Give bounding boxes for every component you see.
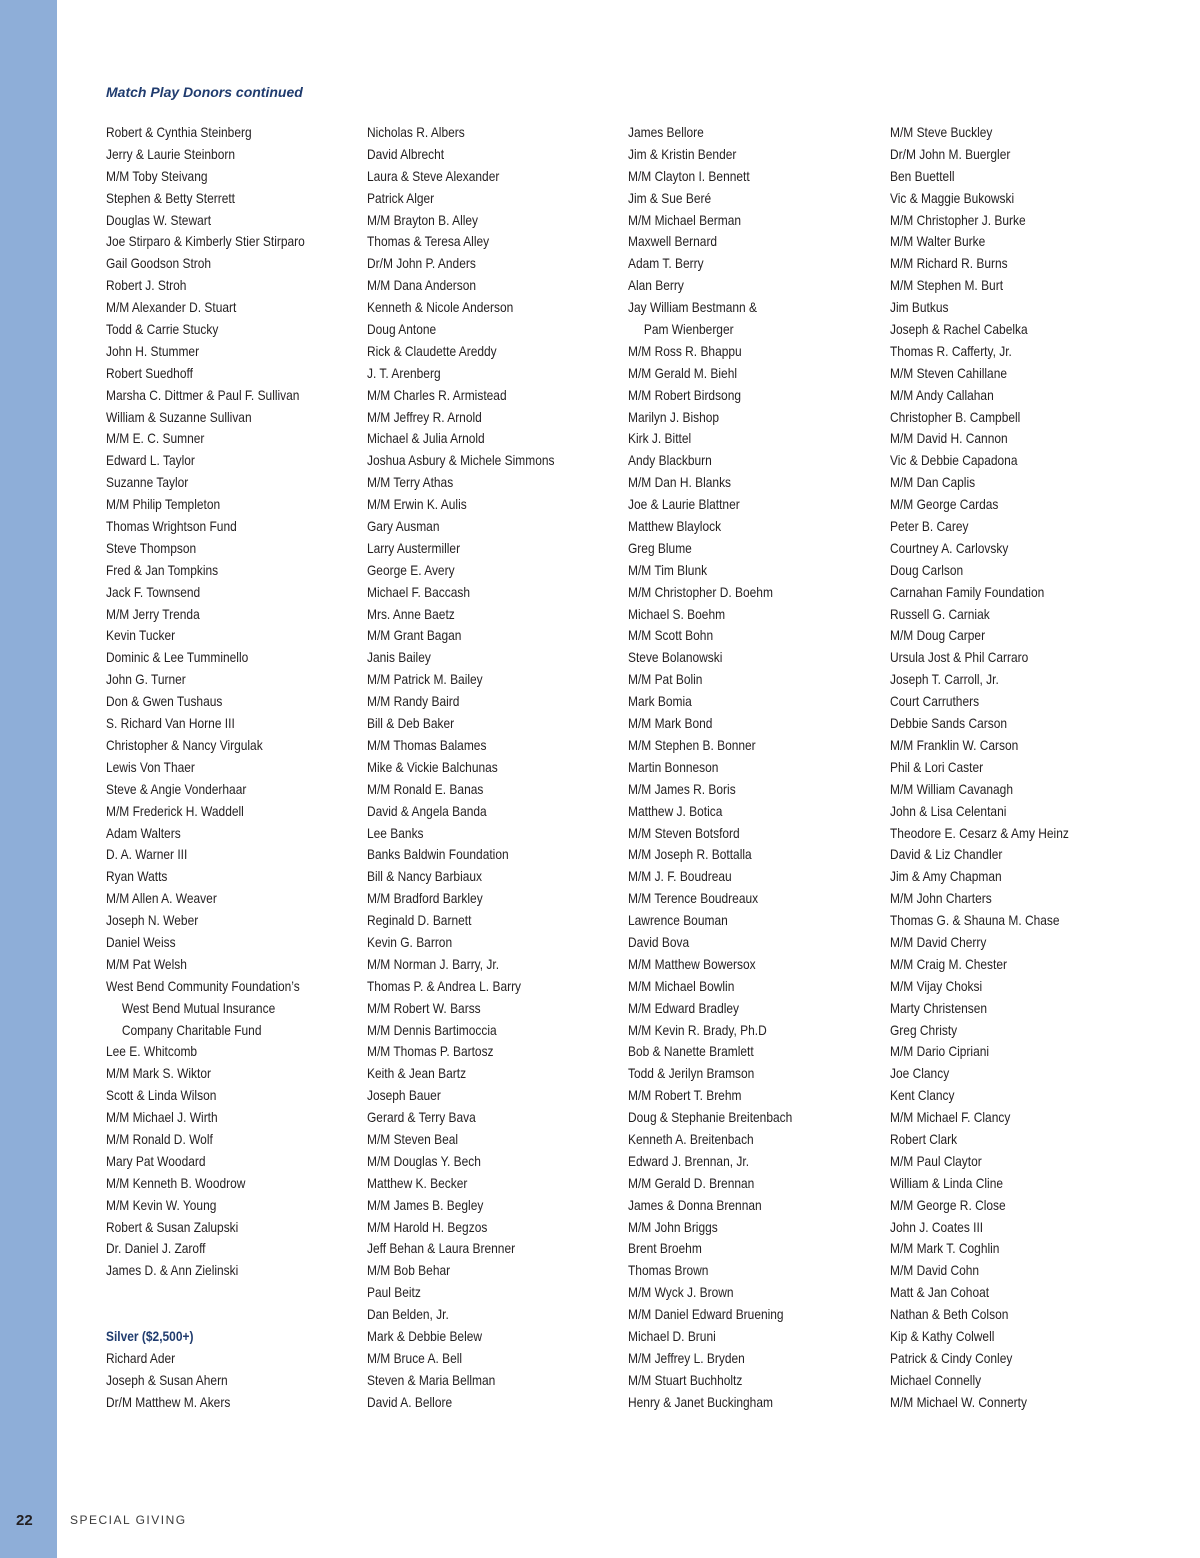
donor-name: Gary Ausman [367,519,440,535]
donor-name: Jerry & Laurie Steinborn [106,146,236,162]
donor-name: M/M Stephen M. Burt [890,278,1004,294]
donor-name: John J. Coates III [890,1219,984,1235]
donor-name: Adam Walters [106,825,181,841]
blank-line [106,1304,326,1326]
donor-name: Richard Ader [106,1350,176,1366]
donor-name: M/M Daniel Edward Bruening [628,1307,784,1323]
donor-name: M/M Michael Berman [628,212,742,228]
donor-name: Michael & Julia Arnold [367,431,485,447]
donor-name: James D. & Ann Zielinski [106,1263,239,1279]
donor-name: Ben Buettell [890,168,955,184]
donor-name: Christopher B. Campbell [890,409,1021,425]
donor-name: Russell G. Carniak [890,606,990,622]
donor-name: Lee Banks [367,825,424,841]
donor-name: Adam T. Berry [628,256,704,272]
donor-column-1 [106,122,356,1414]
donor-name: Kevin Tucker [106,628,176,644]
donor-name: M/M Michael J. Wirth [106,1110,218,1126]
donor-name: George E. Avery [367,562,455,578]
donor-name: Robert & Cynthia Steinberg [106,125,252,140]
donor-name: Edward L. Taylor [106,453,195,469]
donor-name: Brent Broehm [628,1241,702,1257]
donor-name: Paul Beitz [367,1285,421,1301]
donor-name: J. T. Arenberg [367,365,441,381]
donor-name: James Bellore [628,125,704,140]
donor-name: M/M Douglas Y. Bech [367,1153,481,1169]
donor-name: Jim Butkus [890,300,949,316]
donor-name: Lee E. Whitcomb [106,1044,198,1060]
donor-name: Dr/M John M. Buergler [890,146,1011,162]
donor-name: Thomas Brown [628,1263,709,1279]
donor-name: M/M Patrick M. Bailey [367,672,483,688]
donor-name: David & Angela Banda [367,803,487,819]
donor-name: M/M David H. Cannon [890,431,1008,447]
donor-name: Greg Christy [890,1022,958,1038]
donor-name: Gerard & Terry Bava [367,1110,476,1126]
donor-name: Rick & Claudette Areddy [367,343,497,359]
donor-name: Andy Blackburn [628,453,712,469]
donor-name: M/M Ronald E. Banas [367,781,484,797]
donor-name: M/M Vijay Choksi [890,978,983,994]
donor-name: Phil & Lori Caster [890,759,984,775]
donor-name: David & Liz Chandler [890,847,1003,863]
donor-name: M/M E. C. Sumner [106,431,205,447]
donor-name: Peter B. Carey [890,519,969,535]
donor-name: Bill & Deb Baker [367,716,455,732]
donor-name: Thomas P. & Andrea L. Barry [367,978,522,994]
donor-name: Matthew Blaylock [628,519,722,535]
donor-name: David Albrecht [367,146,445,162]
donor-name: Joseph Bauer [367,1088,441,1104]
donor-name: M/M Christopher D. Boehm [628,584,773,600]
donor-name: M/M Joseph R. Bottalla [628,847,752,863]
donor-name: M/M Franklin W. Carson [890,737,1019,753]
donor-name: Carnahan Family Foundation [890,584,1045,600]
donor-name: Jack F. Townsend [106,584,201,600]
donor-name: M/M Gerald D. Brennan [628,1175,755,1191]
donor-name: Michael S. Boehm [628,606,726,622]
donor-name: Kip & Kathy Colwell [890,1328,995,1344]
donor-name: M/M Toby Steivang [106,168,208,184]
donor-name: Todd & Jerilyn Bramson [628,1066,755,1082]
donor-name: D. A. Warner III [106,847,188,863]
donor-name: Reginald D. Barnett [367,913,472,929]
donor-name: M/M Bradford Barkley [367,891,483,907]
donor-name: Marilyn J. Bishop [628,409,720,425]
donor-name: M/M J. F. Boudreau [628,869,732,885]
donor-name: Joe Stirparo & Kimberly Stier Stirparo [106,234,305,250]
donor-name: M/M Dana Anderson [367,278,477,294]
donor-name: Thomas G. & Shauna M. Chase [890,913,1060,929]
donor-name: M/M David Cherry [890,934,987,950]
donor-name: M/M Steven Botsford [628,825,740,841]
donor-name: Christopher & Nancy Virgulak [106,737,263,753]
donor-name: Thomas Wrightson Fund [106,519,237,535]
donor-name: M/M George Cardas [890,497,999,513]
donor-name: M/M Robert W. Barss [367,1000,481,1016]
donor-name: Dr/M John P. Anders [367,256,476,272]
donor-name: Michael Connelly [890,1372,982,1388]
donor-name: M/M Craig M. Chester [890,956,1007,972]
donor-name: M/M Dan Caplis [890,475,976,491]
donor-name: Theodore E. Cesarz & Amy Heinz [890,825,1069,841]
donor-name: Matthew K. Becker [367,1175,468,1191]
donor-name: Courtney A. Carlovsky [890,540,1009,556]
donor-name: Michael F. Baccash [367,584,471,600]
donor-name: Kent Clancy [890,1088,955,1104]
donor-column-3 [628,122,878,1414]
donor-name: M/M James R. Boris [628,781,736,797]
donor-name: Patrick & Cindy Conley [890,1350,1013,1366]
donor-name: John & Lisa Celentani [890,803,1007,819]
donor-name: M/M Michael W. Connerty [890,1394,1027,1410]
donor-name: M/M Brayton B. Alley [367,212,479,228]
donor-name: Patrick Alger [367,190,435,206]
donor-name: Debbie Sands Carson [890,716,1008,732]
donor-name: Vic & Debbie Capadona [890,453,1018,469]
donor-name: Alan Berry [628,278,684,294]
donor-name: M/M Terence Boudreaux [628,891,759,907]
donor-name: Dan Belden, Jr. [367,1307,449,1323]
donor-name: Banks Baldwin Foundation [367,847,509,863]
donor-name: M/M Ross R. Bhappu [628,343,742,359]
donor-name: Martin Bonneson [628,759,719,775]
donor-name: West Bend Mutual Insurance [121,1000,276,1016]
donor-name: M/M Steven Beal [367,1131,459,1147]
donor-name: Kirk J. Bittel [628,431,692,447]
donor-name: John H. Stummer [106,343,200,359]
donor-name: M/M Dan H. Blanks [628,475,732,491]
donor-name: Henry & Janet Buckingham [628,1394,773,1410]
donor-name: Steve Bolanowski [628,650,723,666]
donor-name: M/M Pat Bolin [628,672,703,688]
donor-name: Matthew J. Botica [628,803,723,819]
donor-name: Janis Bailey [367,650,431,666]
donor-name: Mike & Vickie Balchunas [367,759,498,775]
donor-name: Daniel Weiss [106,934,176,950]
donor-name: M/M Stephen B. Bonner [628,737,756,753]
donor-name: Bob & Nanette Bramlett [628,1044,754,1060]
donor-name: M/M Tim Blunk [628,562,708,578]
donor-name: Todd & Carrie Stucky [106,322,219,338]
donor-name: M/M Kevin W. Young [106,1197,217,1213]
donor-name: Pam Wienberger [643,322,734,338]
donor-name: M/M Scott Bohn [628,628,714,644]
donor-name: Marty Christensen [890,1000,988,1016]
blank-line [106,1282,326,1304]
donor-name: Jim & Sue Beré [628,190,712,206]
donor-name: Lewis Von Thaer [106,759,195,775]
donor-name: M/M Richard R. Burns [890,256,1008,272]
donor-name: Ursula Jost & Phil Carraro [890,650,1029,666]
donor-name: M/M Harold H. Begzos [367,1219,488,1235]
donor-name: M/M Steve Buckley [890,125,993,140]
donor-name: Lawrence Bouman [628,913,728,929]
section-title: Match Play Donors continued [106,84,303,100]
donor-name: Mark & Debbie Belew [367,1328,483,1344]
page-number: 22 [16,1512,33,1529]
donor-name: Doug & Stephanie Breitenbach [628,1110,793,1126]
donor-name: Thomas R. Cafferty, Jr. [890,343,1012,359]
donor-name: M/M Kevin R. Brady, Ph.D [628,1022,767,1038]
donor-name: Dominic & Lee Tumminello [106,650,249,666]
donor-name: Kenneth & Nicole Anderson [367,300,514,316]
donor-name: Matt & Jan Cohoat [890,1285,990,1301]
donor-name: Steven & Maria Bellman [367,1372,496,1388]
donor-name: M/M George R. Close [890,1197,1006,1213]
donor-name: M/M Stuart Buchholtz [628,1372,743,1388]
donor-name: M/M Mark T. Coghlin [890,1241,1000,1257]
donor-name: S. Richard Van Horne III [106,716,235,732]
donor-name: Edward J. Brennan, Jr. [628,1153,750,1169]
donor-name: Suzanne Taylor [106,475,189,491]
donor-name: M/M Erwin K. Aulis [367,497,467,513]
donor-name: Doug Antone [367,322,437,338]
donor-name: Kevin G. Barron [367,934,453,950]
donor-name: Mary Pat Woodard [106,1153,206,1169]
donor-name: Greg Blume [628,540,692,556]
donor-column-4 [890,122,1140,1414]
donor-name: M/M Kenneth B. Woodrow [106,1175,246,1191]
donor-name: M/M Jeffrey L. Bryden [628,1350,745,1366]
donor-name: Laura & Steve Alexander [367,168,500,184]
donor-name: William & Suzanne Sullivan [106,409,252,425]
donor-name: Joseph & Rachel Cabelka [890,322,1028,338]
donor-name: M/M James B. Begley [367,1197,484,1213]
donor-name: Steve & Angie Vonderhaar [106,781,247,797]
donor-name: M/M Thomas Balames [367,737,487,753]
donor-name: M/M Michael Bowlin [628,978,735,994]
donor-name: M/M Randy Baird [367,694,460,710]
donor-name: M/M Philip Templeton [106,497,221,513]
donor-name: M/M Ronald D. Wolf [106,1131,213,1147]
donor-name: M/M David Cohn [890,1263,980,1279]
donor-name: Jay William Bestmann & [628,300,757,316]
donor-name: Nicholas R. Albers [367,125,465,140]
donor-name: Jim & Kristin Bender [628,146,737,162]
donor-name: M/M Charles R. Armistead [367,387,507,403]
donor-name: M/M Walter Burke [890,234,986,250]
donor-name: Joseph & Susan Ahern [106,1372,228,1388]
donor-name: M/M Dennis Bartimoccia [367,1022,497,1038]
donor-name: Company Charitable Fund [121,1022,262,1038]
donor-name: Larry Austermiller [367,540,461,556]
donor-name: M/M Edward Bradley [628,1000,740,1016]
side-color-band [0,0,57,1558]
donor-column-2 [367,122,617,1414]
donor-name: West Bend Community Foundation’s [106,978,300,994]
donor-name: Scott & Linda Wilson [106,1088,217,1104]
donor-name: Joseph N. Weber [106,913,199,929]
donor-name: M/M Paul Claytor [890,1153,982,1169]
donor-name: Kenneth A. Breitenbach [628,1131,754,1147]
donor-name: Fred & Jan Tompkins [106,562,219,578]
donor-name: M/M Andy Callahan [890,387,994,403]
donor-name: Nathan & Beth Colson [890,1307,1009,1323]
donor-name: John G. Turner [106,672,186,688]
donor-name: M/M Jerry Trenda [106,606,200,622]
donor-name: M/M Wyck J. Brown [628,1285,734,1301]
donor-name: Robert J. Stroh [106,278,187,294]
section-heading: Silver ($2,500+) [106,1328,194,1344]
donor-name: Joseph T. Carroll, Jr. [890,672,999,688]
donor-name: M/M Frederick H. Waddell [106,803,244,819]
donor-name: Maxwell Bernard [628,234,718,250]
donor-name: M/M Doug Carper [890,628,986,644]
donor-name: M/M Michael F. Clancy [890,1110,1011,1126]
donor-name: M/M Bruce A. Bell [367,1350,463,1366]
donor-name: M/M Clayton I. Bennett [628,168,750,184]
donor-name: Robert & Susan Zalupski [106,1219,239,1235]
donor-name: Michael D. Bruni [628,1328,716,1344]
donor-name: Marsha C. Dittmer & Paul F. Sullivan [106,387,300,403]
donor-name: M/M Mark S. Wiktor [106,1066,212,1082]
donor-name: Keith & Jean Bartz [367,1066,467,1082]
donor-name: M/M Robert Birdsong [628,387,742,403]
donor-name: Jeff Behan & Laura Brenner [367,1241,516,1257]
donor-name: David A. Bellore [367,1394,453,1410]
donor-name: Bill & Nancy Barbiaux [367,869,483,885]
donor-name: Mrs. Anne Baetz [367,606,455,622]
donor-name: Douglas W. Stewart [106,212,212,228]
donor-name: Dr/M Matthew M. Akers [106,1394,231,1410]
donor-name: M/M Robert T. Brehm [628,1088,742,1104]
donor-name: Stephen & Betty Sterrett [106,190,236,206]
donor-name: M/M John Charters [890,891,992,907]
donor-name: M/M Alexander D. Stuart [106,300,237,316]
donor-name: Robert Clark [890,1131,958,1147]
donor-name: M/M Steven Cahillane [890,365,1008,381]
donor-name: David Bova [628,934,690,950]
donor-name: Joe & Laurie Blattner [628,497,740,513]
donor-name: Ryan Watts [106,869,168,885]
donor-name: M/M Pat Welsh [106,956,187,972]
donor-name: M/M Dario Cipriani [890,1044,990,1060]
donor-name: Gail Goodson Stroh [106,256,212,272]
donor-name: William & Linda Cline [890,1175,1004,1191]
donor-name: James & Donna Brennan [628,1197,762,1213]
donor-name: Court Carruthers [890,694,980,710]
donor-name: M/M Matthew Bowersox [628,956,756,972]
donor-name: Dr. Daniel J. Zaroff [106,1241,206,1257]
donor-name: M/M Allen A. Weaver [106,891,217,907]
donor-name: M/M John Briggs [628,1219,718,1235]
donor-name: Steve Thompson [106,540,197,556]
donor-name: M/M Jeffrey R. Arnold [367,409,482,425]
footer-section-label: SPECIAL GIVING [70,1513,187,1527]
donor-name: Jim & Amy Chapman [890,869,1002,885]
donor-name: M/M Gerald M. Biehl [628,365,738,381]
donor-name: M/M Mark Bond [628,716,713,732]
donor-name: M/M Bob Behar [367,1263,451,1279]
donor-name: Joshua Asbury & Michele Simmons [367,453,555,469]
donor-name: Joe Clancy [890,1066,950,1082]
donor-name: M/M Christopher J. Burke [890,212,1026,228]
donor-name: M/M Grant Bagan [367,628,462,644]
donor-name: M/M Terry Athas [367,475,454,491]
donor-name: Don & Gwen Tushaus [106,694,223,710]
donor-name: Vic & Maggie Bukowski [890,190,1015,206]
donor-name: Mark Bomia [628,694,692,710]
donor-name: M/M Thomas P. Bartosz [367,1044,494,1060]
donor-name: M/M William Cavanagh [890,781,1013,797]
donor-name: Thomas & Teresa Alley [367,234,490,250]
donor-name: M/M Norman J. Barry, Jr. [367,956,500,972]
donor-name: Robert Suedhoff [106,365,193,381]
donor-name: Doug Carlson [890,562,964,578]
